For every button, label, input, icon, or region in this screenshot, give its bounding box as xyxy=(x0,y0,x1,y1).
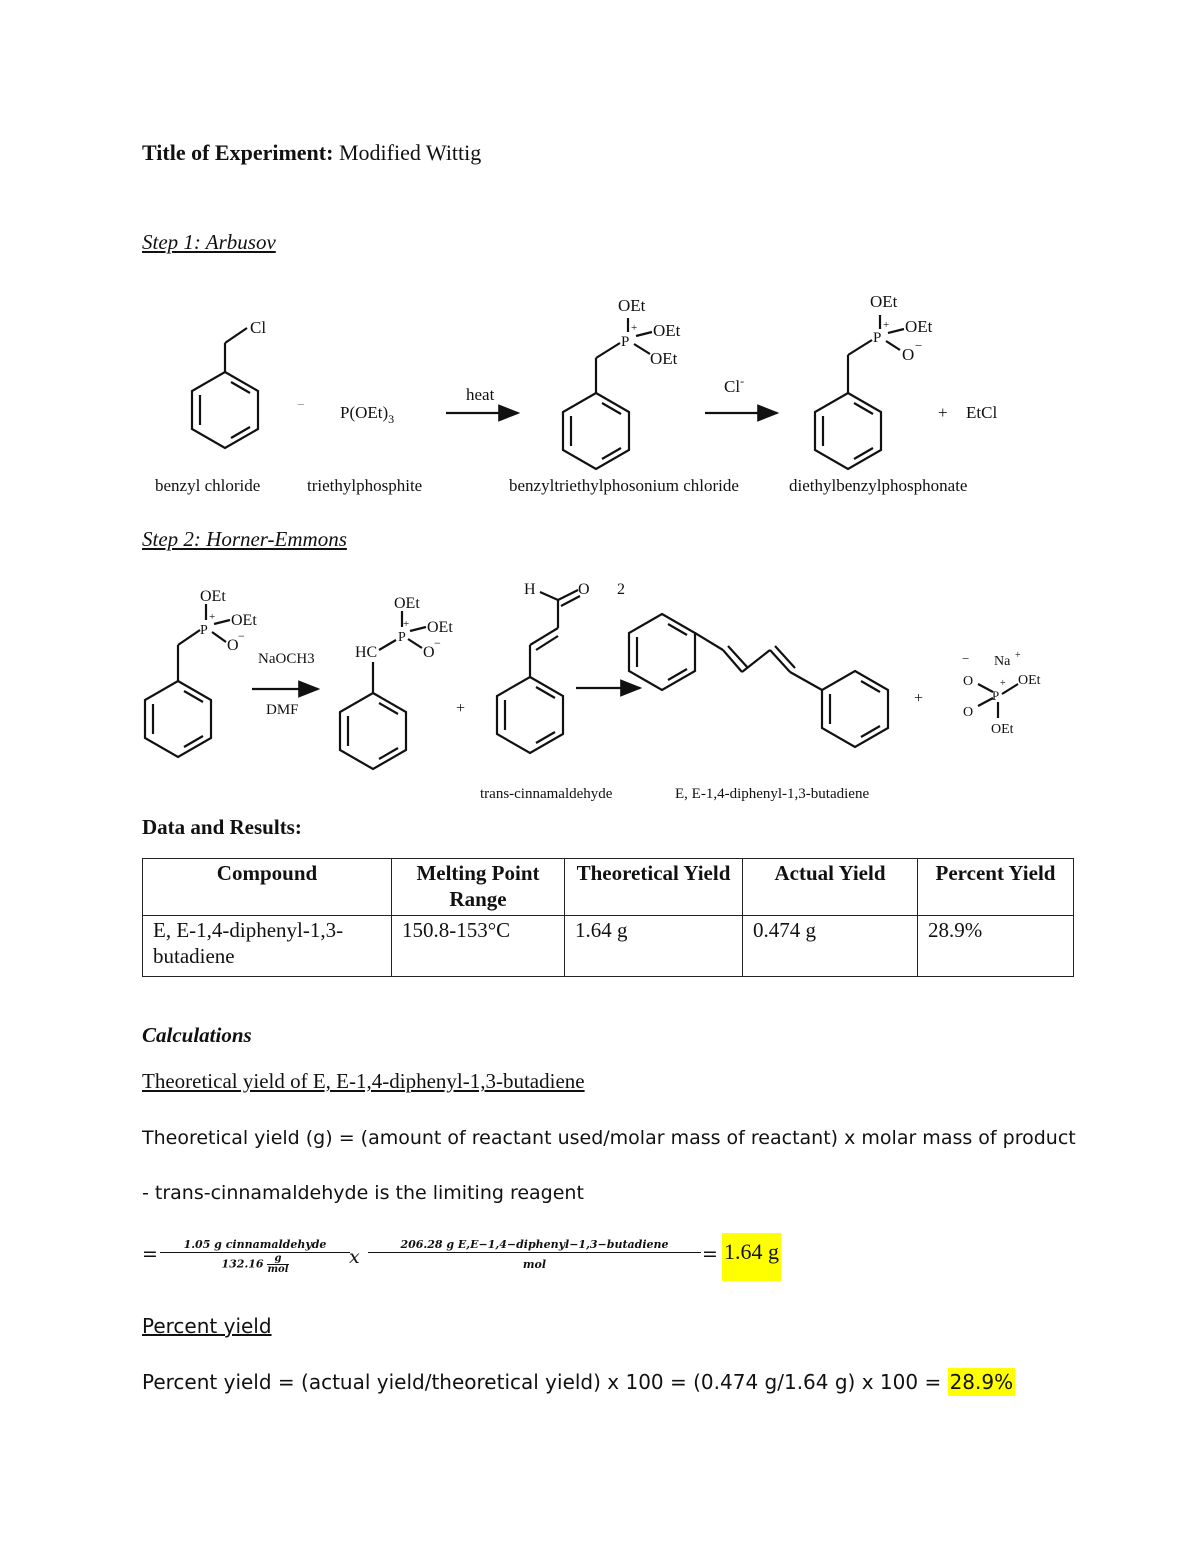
atom-hc: HC xyxy=(355,644,378,661)
atom-p-s2-1: P xyxy=(200,623,208,638)
charge-minus-1: − xyxy=(915,338,923,353)
col-compound: Compound xyxy=(143,859,392,916)
oet-label-s2-6: OEt xyxy=(991,722,1014,737)
name-phosphonate: diethylbenzylphosphonate xyxy=(789,476,968,495)
step2-heading: Step 2: Horner-Emmons xyxy=(142,527,347,551)
col-melting-point: Melting Point Range xyxy=(392,859,565,916)
eq-fraction-1 xyxy=(160,1238,350,1275)
charge-plus-na: + xyxy=(1015,650,1021,661)
oet-label-3: OEt xyxy=(650,349,678,368)
theoretical-yield-heading: Theoretical yield of E, E-1,4-diphenyl-1,3-butadiene xyxy=(142,1069,585,1093)
col-actual-yield: Actual Yield xyxy=(743,859,918,916)
cinnamaldehyde-structure xyxy=(497,590,580,753)
name-cinnamaldehyde: trans-cinnamaldehyde xyxy=(480,786,613,802)
charge-plus-s2-1: + xyxy=(209,611,216,623)
cell-melting-point: 150.8-153°C xyxy=(392,916,565,977)
oet-label-s2-2: OEt xyxy=(231,612,257,629)
title-label: Title of Experiment: xyxy=(142,140,334,165)
oet-label-2: OEt xyxy=(653,321,681,340)
cell-actual-yield: 0.474 g xyxy=(743,916,918,977)
atom-h: H xyxy=(524,581,536,598)
percent-yield-heading: Percent yield xyxy=(142,1314,272,1338)
atom-o-aldehyde: O xyxy=(578,581,590,598)
charge-minus-s2-1: − xyxy=(238,629,245,643)
atom-cl-label: Cl xyxy=(250,318,267,337)
arrow2-label: Cl- xyxy=(724,374,745,396)
arrow1-label: heat xyxy=(466,385,495,404)
eq-equals: = xyxy=(142,1243,158,1265)
eq-frac1-denominator: 132.16 g mol xyxy=(221,1253,289,1275)
byproduct-etcl: EtCl xyxy=(966,403,998,422)
plus-1: + xyxy=(456,700,466,717)
charge-minus-s2-3: − xyxy=(962,651,970,666)
calculations-heading: Calculations xyxy=(142,1023,252,1047)
minus-sign: − xyxy=(297,398,305,413)
plus-2: + xyxy=(914,690,924,707)
eq-equals-2: = xyxy=(702,1243,718,1265)
theoretical-formula: Theoretical yield (g) = (amount of reactant used/molar mass of reactant) x molar mass of product xyxy=(142,1127,1076,1149)
col-percent-yield: Percent Yield xyxy=(918,859,1074,916)
benzyl-chloride-structure xyxy=(192,328,258,448)
percent-formula-line xyxy=(142,1370,1015,1394)
cell-percent-yield: 28.9% xyxy=(918,916,1074,977)
phosphonate-reactant-structure xyxy=(145,604,230,757)
plus-byproduct: + xyxy=(938,403,948,422)
atom-p-2: P xyxy=(873,330,882,346)
atom-na: Na xyxy=(994,654,1011,669)
limiting-reagent-note: - trans-cinnamaldehyde is the limiting reagent xyxy=(142,1182,584,1204)
name-phosphonium: benzyltriethylphosonium chloride xyxy=(509,476,739,495)
eq-fraction-2 xyxy=(368,1238,701,1271)
carbanion-structure xyxy=(340,611,426,769)
phosphonium-structure xyxy=(563,318,652,469)
percent-result-highlight: 28.9% xyxy=(949,1370,1014,1394)
col-theoretical-yield: Theoretical Yield xyxy=(565,859,743,916)
cell-theoretical-yield: 1.64 g xyxy=(565,916,743,977)
eq-frac1-numerator: 1.05 g cinnamaldehyde xyxy=(160,1238,350,1253)
coefficient-2: 2 xyxy=(617,581,625,598)
phosphonate-structure xyxy=(815,315,904,469)
atom-o-s2-4: O xyxy=(963,705,974,720)
charge-plus-2: + xyxy=(883,319,890,331)
cell-compound: E, E-1,4-diphenyl-1,3-butadiene xyxy=(143,916,392,977)
atom-o-s2-1: O xyxy=(227,637,239,654)
oet-label-4: OEt xyxy=(870,292,898,311)
atom-o-s2-3: O xyxy=(963,674,974,689)
results-table xyxy=(142,858,1074,977)
eq-times: x xyxy=(349,1246,360,1268)
atom-p-1: P xyxy=(621,334,630,350)
table-row xyxy=(143,916,1074,977)
name-benzyl-chloride: benzyl chloride xyxy=(155,476,261,495)
charge-plus-s2-2: + xyxy=(403,618,410,630)
atom-p-s2-3: P xyxy=(992,688,1000,703)
atom-p-s2-2: P xyxy=(398,630,406,645)
diphenylbutadiene-structure xyxy=(629,614,888,747)
name-diphenylbutadiene: E, E-1,4-diphenyl-1,3-butadiene xyxy=(675,786,870,802)
table-header-row xyxy=(143,859,1074,916)
eq-frac2-denominator: mol xyxy=(522,1258,547,1271)
results-heading: Data and Results: xyxy=(142,815,302,839)
oet-label-s2-3: OEt xyxy=(394,595,420,612)
reagent-dmf: DMF xyxy=(266,702,299,718)
charge-plus-1: + xyxy=(631,322,638,334)
title-value: Modified Wittig xyxy=(338,140,482,165)
eq-frac2-numerator: 206.28 g E,E−1,4−diphenyl−1,3−butadiene xyxy=(368,1238,701,1253)
eq-result-highlight: 1.64 g xyxy=(722,1233,781,1281)
triethylphosphite-formula: $P(OEt)_3$ xyxy=(340,403,395,426)
step1-heading: Step 1: Arbusov xyxy=(142,230,276,254)
oet-label-s2-5: OEt xyxy=(1018,673,1041,688)
name-triethylphosphite: triethylphosphite xyxy=(307,476,423,495)
oet-label-s2-4: OEt xyxy=(427,619,453,636)
atom-o-1: O xyxy=(902,345,915,364)
oet-label-1: OEt xyxy=(618,296,646,315)
oet-label-s2-1: OEt xyxy=(200,588,226,605)
oet-label-5: OEt xyxy=(905,317,933,336)
percent-formula: Percent yield = (actual yield/theoretical yield) x 100 = (0.474 g/1.64 g) x 100 = xyxy=(142,1370,942,1394)
atom-o-s2-2: O xyxy=(423,644,435,661)
charge-minus-s2-2: − xyxy=(434,636,441,650)
charge-plus-s2-3: + xyxy=(1000,678,1006,689)
reagent-naoch3: NaOCH3 xyxy=(258,651,315,667)
